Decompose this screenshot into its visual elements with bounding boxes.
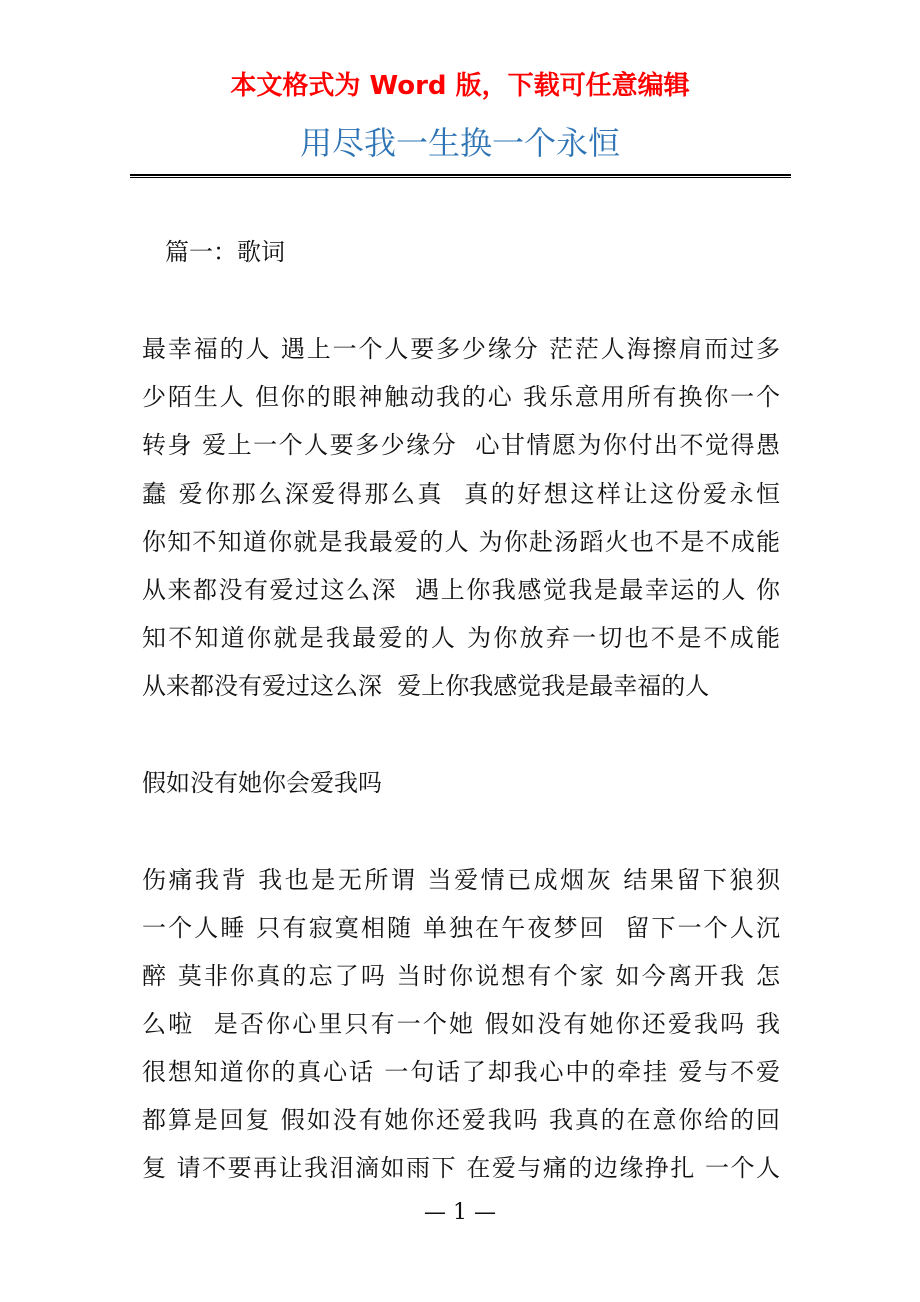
download-notice: 本文格式为 Word 版，下载可任意编辑 [230, 71, 690, 101]
title-divider-thin [130, 177, 791, 178]
paragraph-line: 复 请不要再让我泪滴如雨下 在爱与痛的边缘挣扎 一个人 [142, 1154, 780, 1182]
document-title: 用尽我一生换一个永恒 [299, 124, 620, 162]
title-divider [130, 174, 791, 176]
paragraph-line: 最幸福的人 遇上一个人要多少缘分 茫茫人海擦肩而过多 [142, 335, 780, 363]
paragraph-line: 很想知道你的真心话 一句话了却我心中的牵挂 爱与不爱 [142, 1058, 780, 1086]
paragraph-line: 你知不知道你就是我最爱的人 为你赴汤蹈火也不是不成能 [142, 528, 780, 556]
paragraph-line: 么啦 是否你心里只有一个她 假如没有她你还爱我吗 我 [142, 1010, 780, 1038]
page-number: — 1 — [424, 1200, 496, 1225]
song-title: 假如没有她你会爱我吗 [142, 769, 382, 797]
paragraph-line: 少陌生人 但你的眼神触动我的心 我乐意用所有换你一个 [142, 383, 780, 411]
paragraph-line: 一个人睡 只有寂寞相随 单独在午夜梦回 留下一个人沉 [142, 914, 780, 942]
paragraph-line: 知不知道你就是我最爱的人 为你放弃一切也不是不成能 [142, 624, 780, 652]
section-heading: 篇一：歌词 [165, 238, 285, 266]
paragraph-line: 都算是回复 假如没有她你还爱我吗 我真的在意你给的回 [142, 1106, 780, 1134]
paragraph-line: 醉 莫非你真的忘了吗 当时你说想有个家 如今离开我 怎 [142, 962, 780, 990]
paragraph-line: 转身 爱上一个人要多少缘分 心甘情愿为你付出不觉得愚 [142, 431, 780, 459]
paragraph-line: 蠢 爱你那么深爱得那么真 真的好想这样让这份爱永恒 [142, 480, 780, 508]
paragraph-line: 从来都没有爱过这么深 爱上你我感觉我是最幸福的人 [142, 672, 710, 700]
paragraph-line: 从来都没有爱过这么深 遇上你我感觉我是最幸运的人 你 [142, 576, 780, 604]
paragraph-line: 伤痛我背 我也是无所谓 当爱情已成烟灰 结果留下狼狈 [142, 866, 780, 894]
